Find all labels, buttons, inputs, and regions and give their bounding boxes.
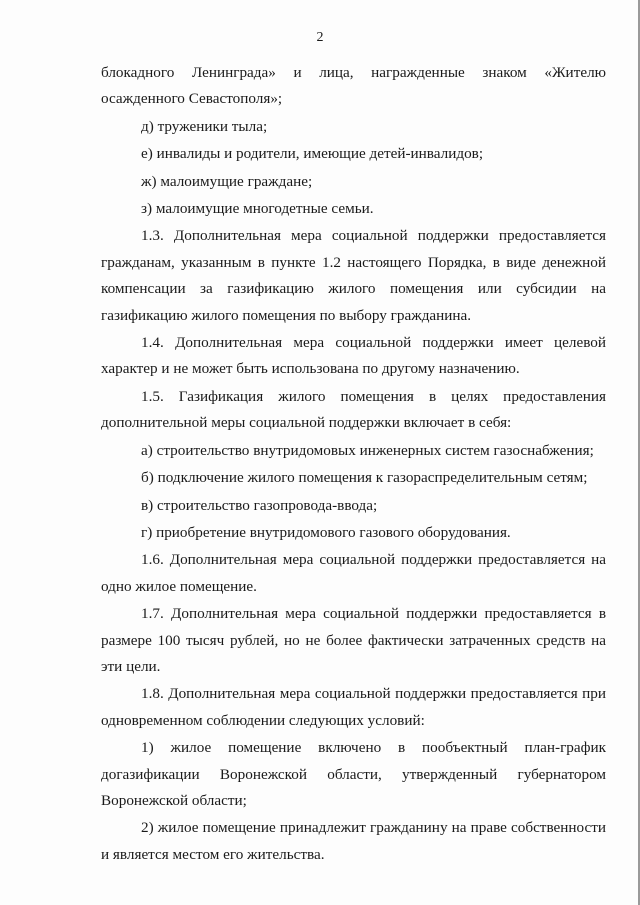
clause-1-6: 1.6. Дополнительная мера социальной поддержки предоставляется на одно жилое помещение. bbox=[101, 551, 606, 595]
paragraph-continued-line-2: осажденного Севастополя»; bbox=[101, 90, 283, 108]
paragraph-continued-line-1: блокадного Ленинграда» и лица, награжденные знаком «Жителю bbox=[101, 64, 606, 81]
list-item-z: з) малоимущие многодетные семьи. bbox=[141, 200, 374, 218]
condition-2: 2) жилое помещение принадлежит гражданину на праве собственности и является местом его жительства. bbox=[101, 819, 606, 863]
list-item-e: е) инвалиды и родители, имеющие детей-инвалидов; bbox=[141, 145, 484, 163]
clause-1-3: 1.3. Дополнительная мера социальной поддержки предоставляется гражданам, указанным в пункте 1.2 настоящего Порядка, в виде денежной компенсации за газификацию жилого помещения или субсидии на газификацию жилого помещения по выбору гражданина. bbox=[101, 227, 606, 324]
condition-1: 1) жилое помещение включено в пообъектный план-график догазификации Воронежской области, утвержденный губернатором Воронежской области; bbox=[101, 739, 606, 809]
page-number: 2 bbox=[316, 30, 324, 45]
clause-1-8: 1.8. Дополнительная мера социальной поддержки предоставляется при одновременном соблюдении следующих условий: bbox=[101, 685, 606, 729]
clause-1-7: 1.7. Дополнительная мера социальной поддержки предоставляется в размере 100 тысяч рублей, но не более фактически затраченных средств на эти цели. bbox=[101, 605, 606, 675]
list-item-a: а) строительство внутридомовых инженерных систем газоснабжения; bbox=[141, 441, 594, 459]
document-body bbox=[101, 60, 606, 868]
clause-1-5: 1.5. Газификация жилого помещения в целях предоставления дополнительной меры социальной поддержки включает в себя: bbox=[101, 387, 606, 432]
list-item-b: б) подключение жилого помещения к газораспределительным сетям; bbox=[141, 469, 588, 487]
list-item-d: д) труженики тыла; bbox=[141, 117, 268, 135]
list-item-v: в) строительство газопровода-ввода; bbox=[141, 496, 378, 514]
list-item-zh: ж) малоимущие граждане; bbox=[141, 172, 313, 190]
list-item-g: г) приобретение внутридомового газового оборудования. bbox=[141, 523, 511, 541]
clause-1-4: 1.4. Дополнительная мера социальной поддержки имеет целевой характер и не может быть использована по другому назначению. bbox=[101, 334, 606, 378]
